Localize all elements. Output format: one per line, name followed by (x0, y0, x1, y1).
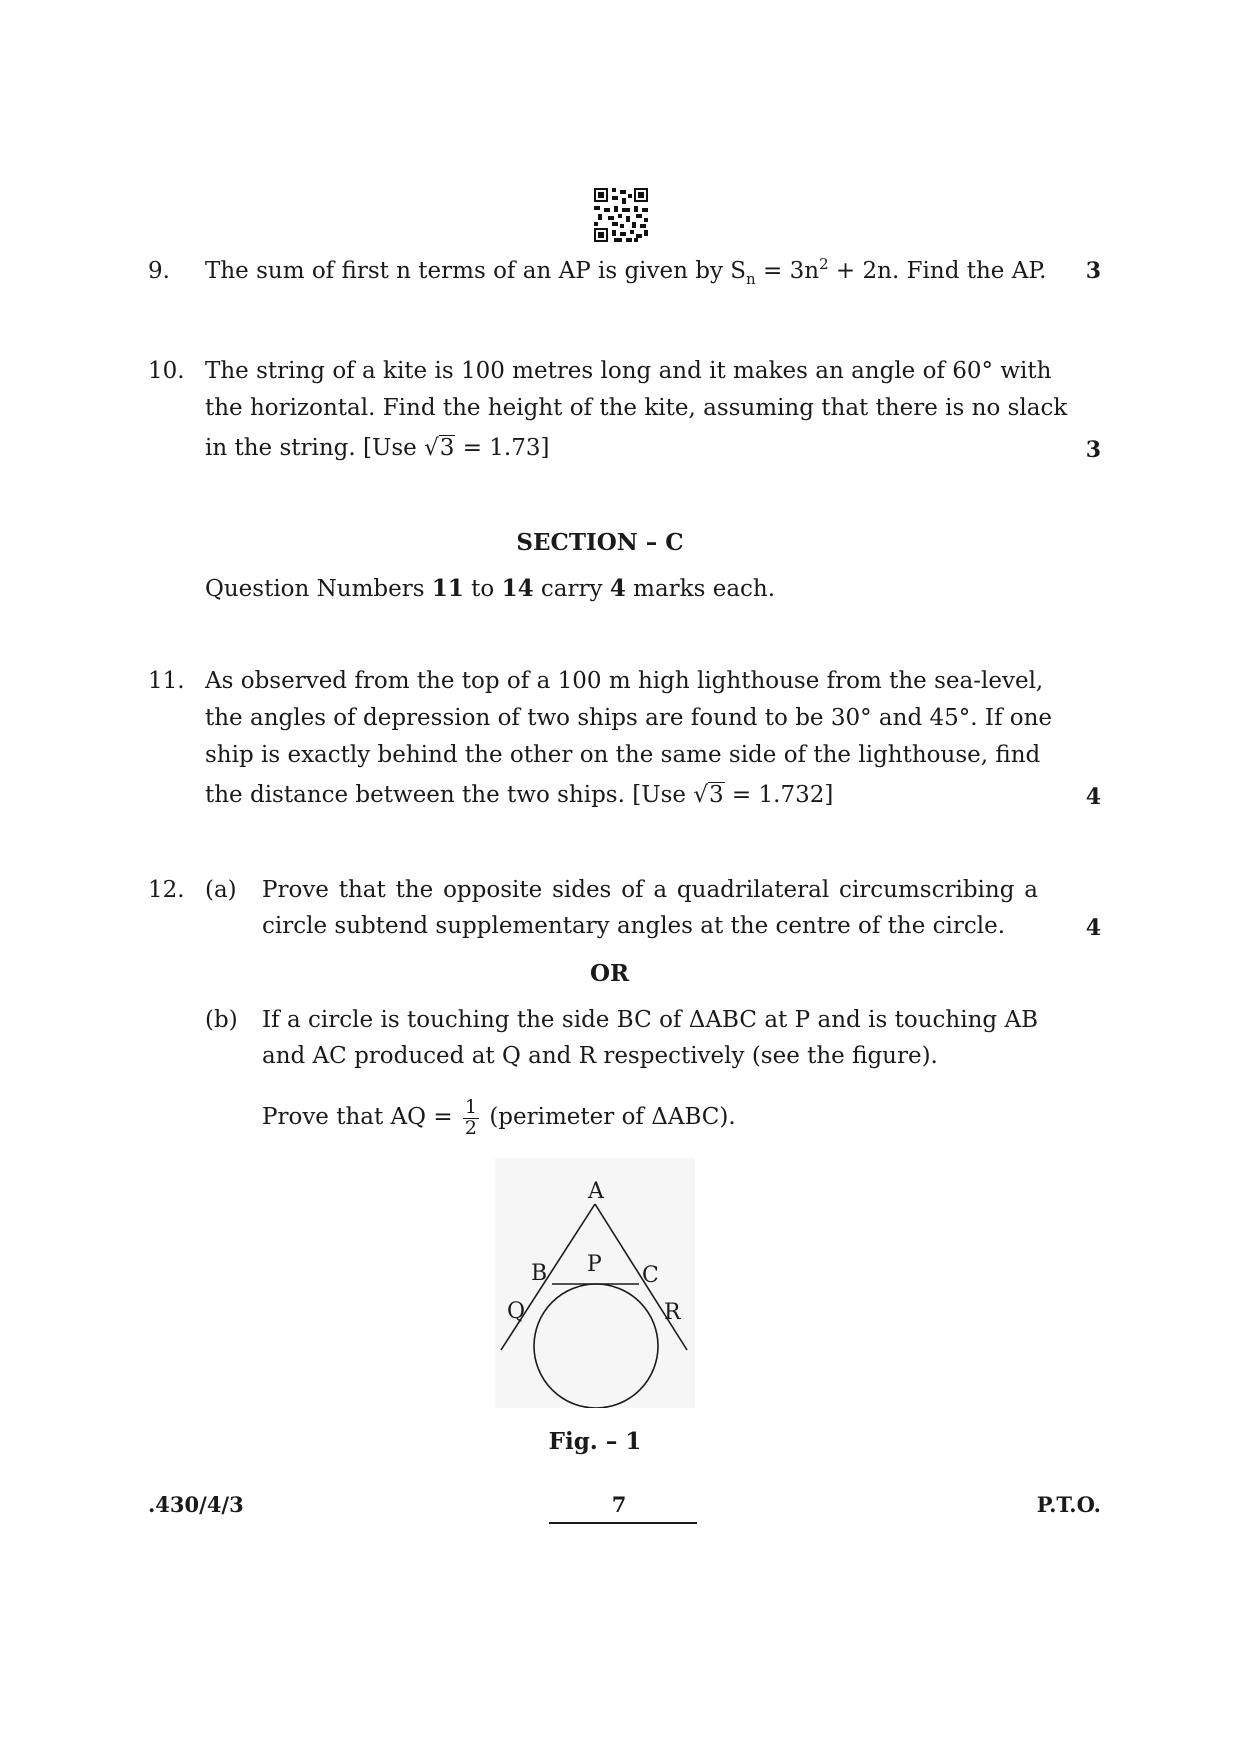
fraction-numerator: 1 (464, 1095, 478, 1118)
question-12b-line: If a circle is touching the side BC of ΔABC at P and is touching AB (262, 1007, 1038, 1033)
question-10-line (205, 435, 1050, 461)
question-12b-line: and AC produced at Q and R respectively (see the figure). (262, 1043, 938, 1069)
sqrt-argument: 3 (708, 782, 724, 808)
figure-diagram (495, 1158, 695, 1408)
instr-g: marks each. (625, 576, 776, 602)
q11-text-a: the distance between the two ships. [Use (205, 782, 694, 808)
figure-1 (495, 1158, 695, 1408)
label-a: A (588, 1179, 604, 1204)
instr-e: carry (533, 576, 610, 602)
section-instruction (205, 575, 1050, 602)
label-q: Q (507, 1299, 526, 1324)
instr-d: 14 (501, 575, 534, 602)
sqrt-argument: 3 (439, 435, 455, 461)
pto-label: P.T.O. (1036, 1492, 1101, 1517)
instr-b: 11 (431, 575, 464, 602)
qr-code (594, 188, 648, 242)
fraction-denominator: 2 (464, 1116, 478, 1139)
question-11-line: the angles of depression of two ships are found to be 30° and 45°. If one (205, 705, 1053, 731)
question-number: 10. (148, 358, 185, 384)
q9-text-a: The sum of first n terms of an AP is given by S (205, 258, 747, 284)
part-label: (a) (205, 877, 237, 903)
question-number: 9. (148, 258, 170, 284)
part-label: (b) (205, 1007, 238, 1033)
q11-text-b: = 1.732] (724, 782, 834, 808)
figure-caption: Fig. – 1 (548, 1428, 642, 1455)
q12b-text-b: (perimeter of ΔABC). (482, 1104, 736, 1130)
page-number-underline (549, 1522, 697, 1524)
question-12a-line: Prove that the opposite sides of a quadrilateral circumscribing a (262, 877, 1038, 903)
q10-text-a: in the string. [Use (205, 435, 425, 461)
q9-text-c: + 2n. Find the AP. (828, 258, 1047, 284)
question-10-line: The string of a kite is 100 metres long and it makes an angle of 60° with (205, 358, 1052, 384)
label-p: P (587, 1252, 602, 1277)
marks: 4 (1085, 784, 1101, 810)
q9-subscript: n (746, 270, 756, 288)
question-10-line: the horizontal. Find the height of the kite, assuming that there is no slack (205, 395, 1068, 421)
label-r: R (664, 1300, 681, 1325)
question-11-line (205, 782, 1050, 808)
marks: 3 (1085, 258, 1101, 284)
question-number: 11. (148, 668, 185, 694)
section-heading: SECTION – C (516, 529, 684, 556)
page-number: 7 (611, 1492, 627, 1517)
question-number: 12. (148, 877, 185, 903)
q9-superscript: 2 (819, 255, 829, 273)
instr-c: to (463, 576, 502, 602)
question-9-text (205, 255, 1050, 288)
sqrt-sign: √ (693, 782, 708, 808)
marks: 4 (1085, 915, 1101, 941)
q9-text-b: = 3n (755, 258, 820, 284)
sqrt-sign: √ (424, 435, 439, 461)
label-c: C (642, 1263, 659, 1288)
question-11-line: As observed from the top of a 100 m high lighthouse from the sea-level, (205, 668, 1044, 694)
instr-a: Question Numbers (205, 576, 432, 602)
instr-f: 4 (609, 575, 626, 602)
paper-code: .430/4/3 (148, 1492, 244, 1517)
question-11-line: ship is exactly behind the other on the same side of the lighthouse, find (205, 742, 1041, 768)
q12b-text-a: Prove that AQ = (262, 1104, 460, 1130)
question-12b-line (262, 1092, 1050, 1142)
q10-text-b: = 1.73] (455, 435, 550, 461)
label-b: B (531, 1261, 548, 1286)
fraction (463, 1095, 479, 1139)
question-12a-line: circle subtend supplementary angles at the centre of the circle. (262, 913, 1006, 939)
marks: 3 (1085, 437, 1101, 463)
